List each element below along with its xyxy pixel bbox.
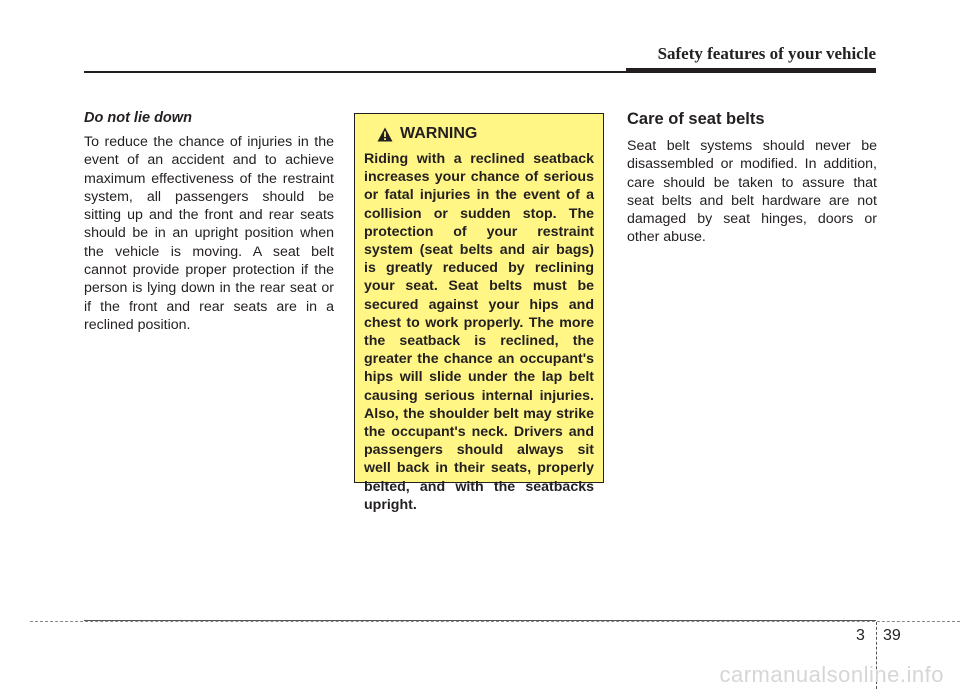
subheading-do-not-lie-down: Do not lie down [84,110,192,126]
section-title: Safety features of your vehicle [657,44,876,63]
right-body-text: Seat belt systems should never be disassembled or modified. In addition, care should be taken to assure that seat belts and belt hardware are not damaged by seat hinges, doors or other abuse. [627,138,877,246]
header-rule-accent [626,68,876,73]
footer-rule [84,620,876,621]
warning-box [354,113,604,513]
heading-care-of-seat-belts: Care of seat belts [627,110,765,128]
warning-text: Riding with a reclined seatback increases your chance of serious or fatal injuries in the event of a collision or sudden stop. The protection of your restraint system (seat belts and air bags) is greatly reduced by reclining your seat. Seat belts must be secured against your hips and chest to work properly. The more the seatback is reclined, the greater the chance an occupant's hips will slide under the lap belt causing serious internal injuries. Also, the shoulder belt may strike the occupant's neck. Drivers and passengers should always sit well back in their seats, properly belted, and with the seatbacks upright. [364,151,594,513]
footer-dashed-rule [30,621,960,622]
warning-triangle-icon [377,127,393,142]
left-body-text: To reduce the chance of injuries in the event of an accident and to achieve maximum effectiveness of the restraint system, all passengers should be sitting up and the front and rear seats should be in an upright position when the vehicle is moving. A seat belt cannot provide proper protection if the person is lying down in the rear seat or if the front and rear seats are in a reclined position. [84,134,334,333]
left-column [84,110,334,334]
warning-title: WARNING [400,125,478,142]
right-column [627,110,877,247]
watermark: carmanualsonline.info [719,662,944,687]
chapter-number: 3 [856,627,865,644]
warning-header [364,123,594,145]
page-number: 39 [883,627,901,644]
